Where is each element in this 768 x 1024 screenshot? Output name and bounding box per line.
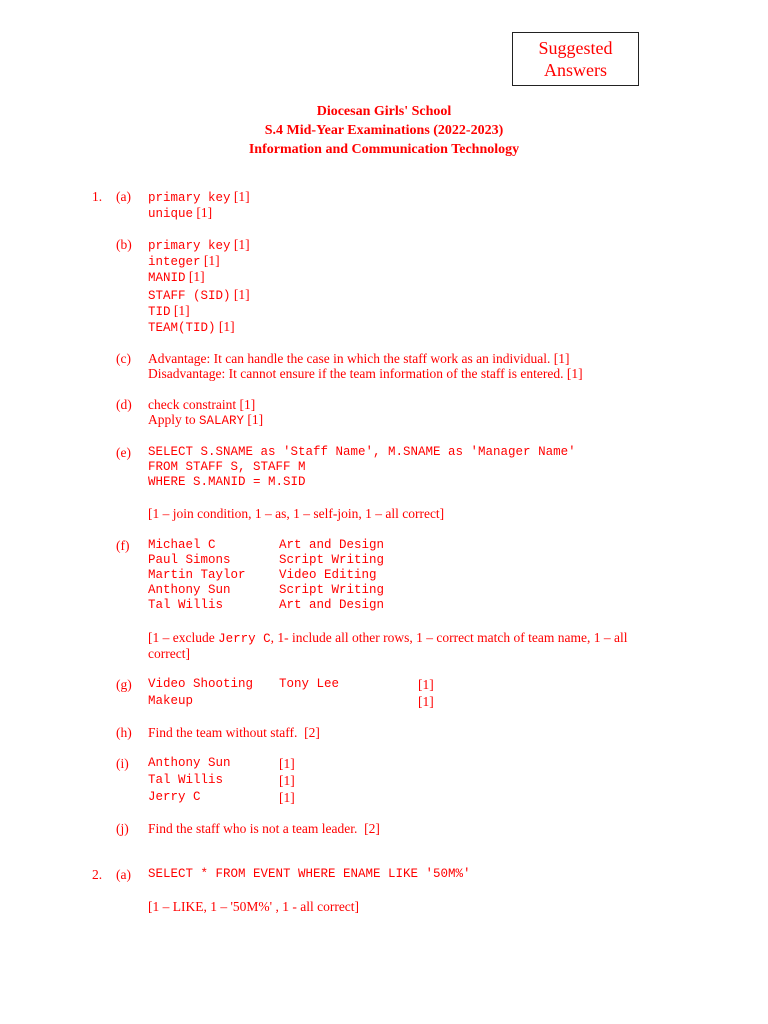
q1b-answer-line: primary key [1]	[148, 237, 250, 253]
q1a-label: (a)	[116, 189, 131, 204]
q1g-row-mark: [1]	[418, 694, 434, 709]
q1f-marking-line-2: correct]	[148, 646, 190, 661]
q1i-row-name: Anthony Sun	[148, 756, 231, 770]
school-name: Diocesan Girls' School	[316, 104, 452, 119]
q1b-label: (b)	[116, 237, 132, 252]
q1f-row-name: Anthony Sun	[148, 583, 231, 597]
q1f-label: (f)	[116, 538, 130, 553]
q1f-row-name: Martin Taylor	[148, 568, 246, 582]
q1f-row-team: Script Writing	[279, 583, 385, 597]
q1i-row-mark: [1]	[279, 790, 295, 805]
q1f-row-name: Michael C	[148, 538, 216, 552]
q1h-answer: Find the team without staff. [2]	[148, 725, 320, 740]
q1j-answer: Find the staff who is not a team leader. [2]	[148, 821, 380, 836]
question-1-number: 1.	[92, 189, 103, 204]
q1e-sql-line-3: WHERE S.MANID = M.SID	[148, 475, 306, 489]
q1e-sql-line-2: FROM STAFF S, STAFF M	[148, 460, 306, 474]
q1b-answer-line: TID [1]	[148, 303, 190, 319]
q1j-label: (j)	[116, 821, 129, 836]
q1i-label: (i)	[116, 756, 129, 771]
q1h-label: (h)	[116, 725, 132, 740]
question-2-number: 2.	[92, 867, 103, 882]
q1e-sql-line-1: SELECT S.SNAME as 'Staff Name', M.SNAME as 'Manager Name'	[148, 445, 576, 459]
badge-line-1: Suggested	[538, 38, 613, 58]
q2a-label: (a)	[116, 867, 131, 882]
q1f-marking-line-1: [1 – exclude Jerry C, 1- include all other rows, 1 – correct match of team name, 1 – all	[148, 630, 628, 646]
q1b-answer-line: MANID [1]	[148, 269, 205, 285]
q1c-advantage: Advantage: It can handle the case in which the staff work as an individual. [1]	[148, 351, 570, 366]
q1i-row-name: Tal Willis	[148, 773, 224, 787]
suggested-answers-badge	[512, 32, 639, 86]
q1f-row-name: Tal Willis	[148, 598, 224, 612]
q1g-row-leader: Tony Lee	[279, 677, 340, 691]
q1d-answer-line-2: Apply to SALARY [1]	[148, 412, 264, 428]
q1g-row-team: Makeup	[148, 694, 194, 708]
q1d-answer-line-1: check constraint [1]	[148, 397, 256, 412]
badge-line-2: Answers	[544, 60, 607, 80]
q1e-marking-scheme: [1 – join condition, 1 – as, 1 – self-join, 1 – all correct]	[148, 506, 445, 521]
q1i-row-name: Jerry C	[148, 790, 201, 804]
q1a-answer-line-1: primary key [1]	[148, 189, 250, 205]
q1g-label: (g)	[116, 677, 132, 692]
q2a-sql: SELECT * FROM EVENT WHERE ENAME LIKE '50M%'	[148, 867, 471, 881]
q1b-answer-line: STAFF (SID) [1]	[148, 287, 250, 303]
subject-title: Information and Communication Technology	[248, 142, 520, 157]
exam-title: S.4 Mid-Year Examinations (2022-2023)	[264, 123, 504, 138]
q1f-row-team: Art and Design	[279, 598, 385, 612]
q1f-row-team: Script Writing	[279, 553, 385, 567]
q2a-marking-scheme: [1 – LIKE, 1 – '50M%' , 1 - all correct]	[148, 899, 360, 914]
q1d-label: (d)	[116, 397, 132, 412]
q1a-answer-line-2: unique [1]	[148, 205, 213, 221]
q1f-row-name: Paul Simons	[148, 553, 231, 567]
q1b-answer-line: integer [1]	[148, 253, 220, 269]
q1b-answer-line: TEAM(TID) [1]	[148, 319, 235, 335]
q1g-row-team: Video Shooting	[148, 677, 254, 691]
q1i-row-mark: [1]	[279, 773, 295, 788]
q1c-disadvantage: Disadvantage: It cannot ensure if the team information of the staff is entered. [1]	[148, 366, 583, 381]
q1c-label: (c)	[116, 351, 131, 366]
q1f-row-team: Video Editing	[279, 568, 377, 582]
q1i-row-mark: [1]	[279, 756, 295, 771]
q1f-row-team: Art and Design	[279, 538, 385, 552]
q1g-row-mark: [1]	[418, 677, 434, 692]
q1e-label: (e)	[116, 445, 131, 460]
